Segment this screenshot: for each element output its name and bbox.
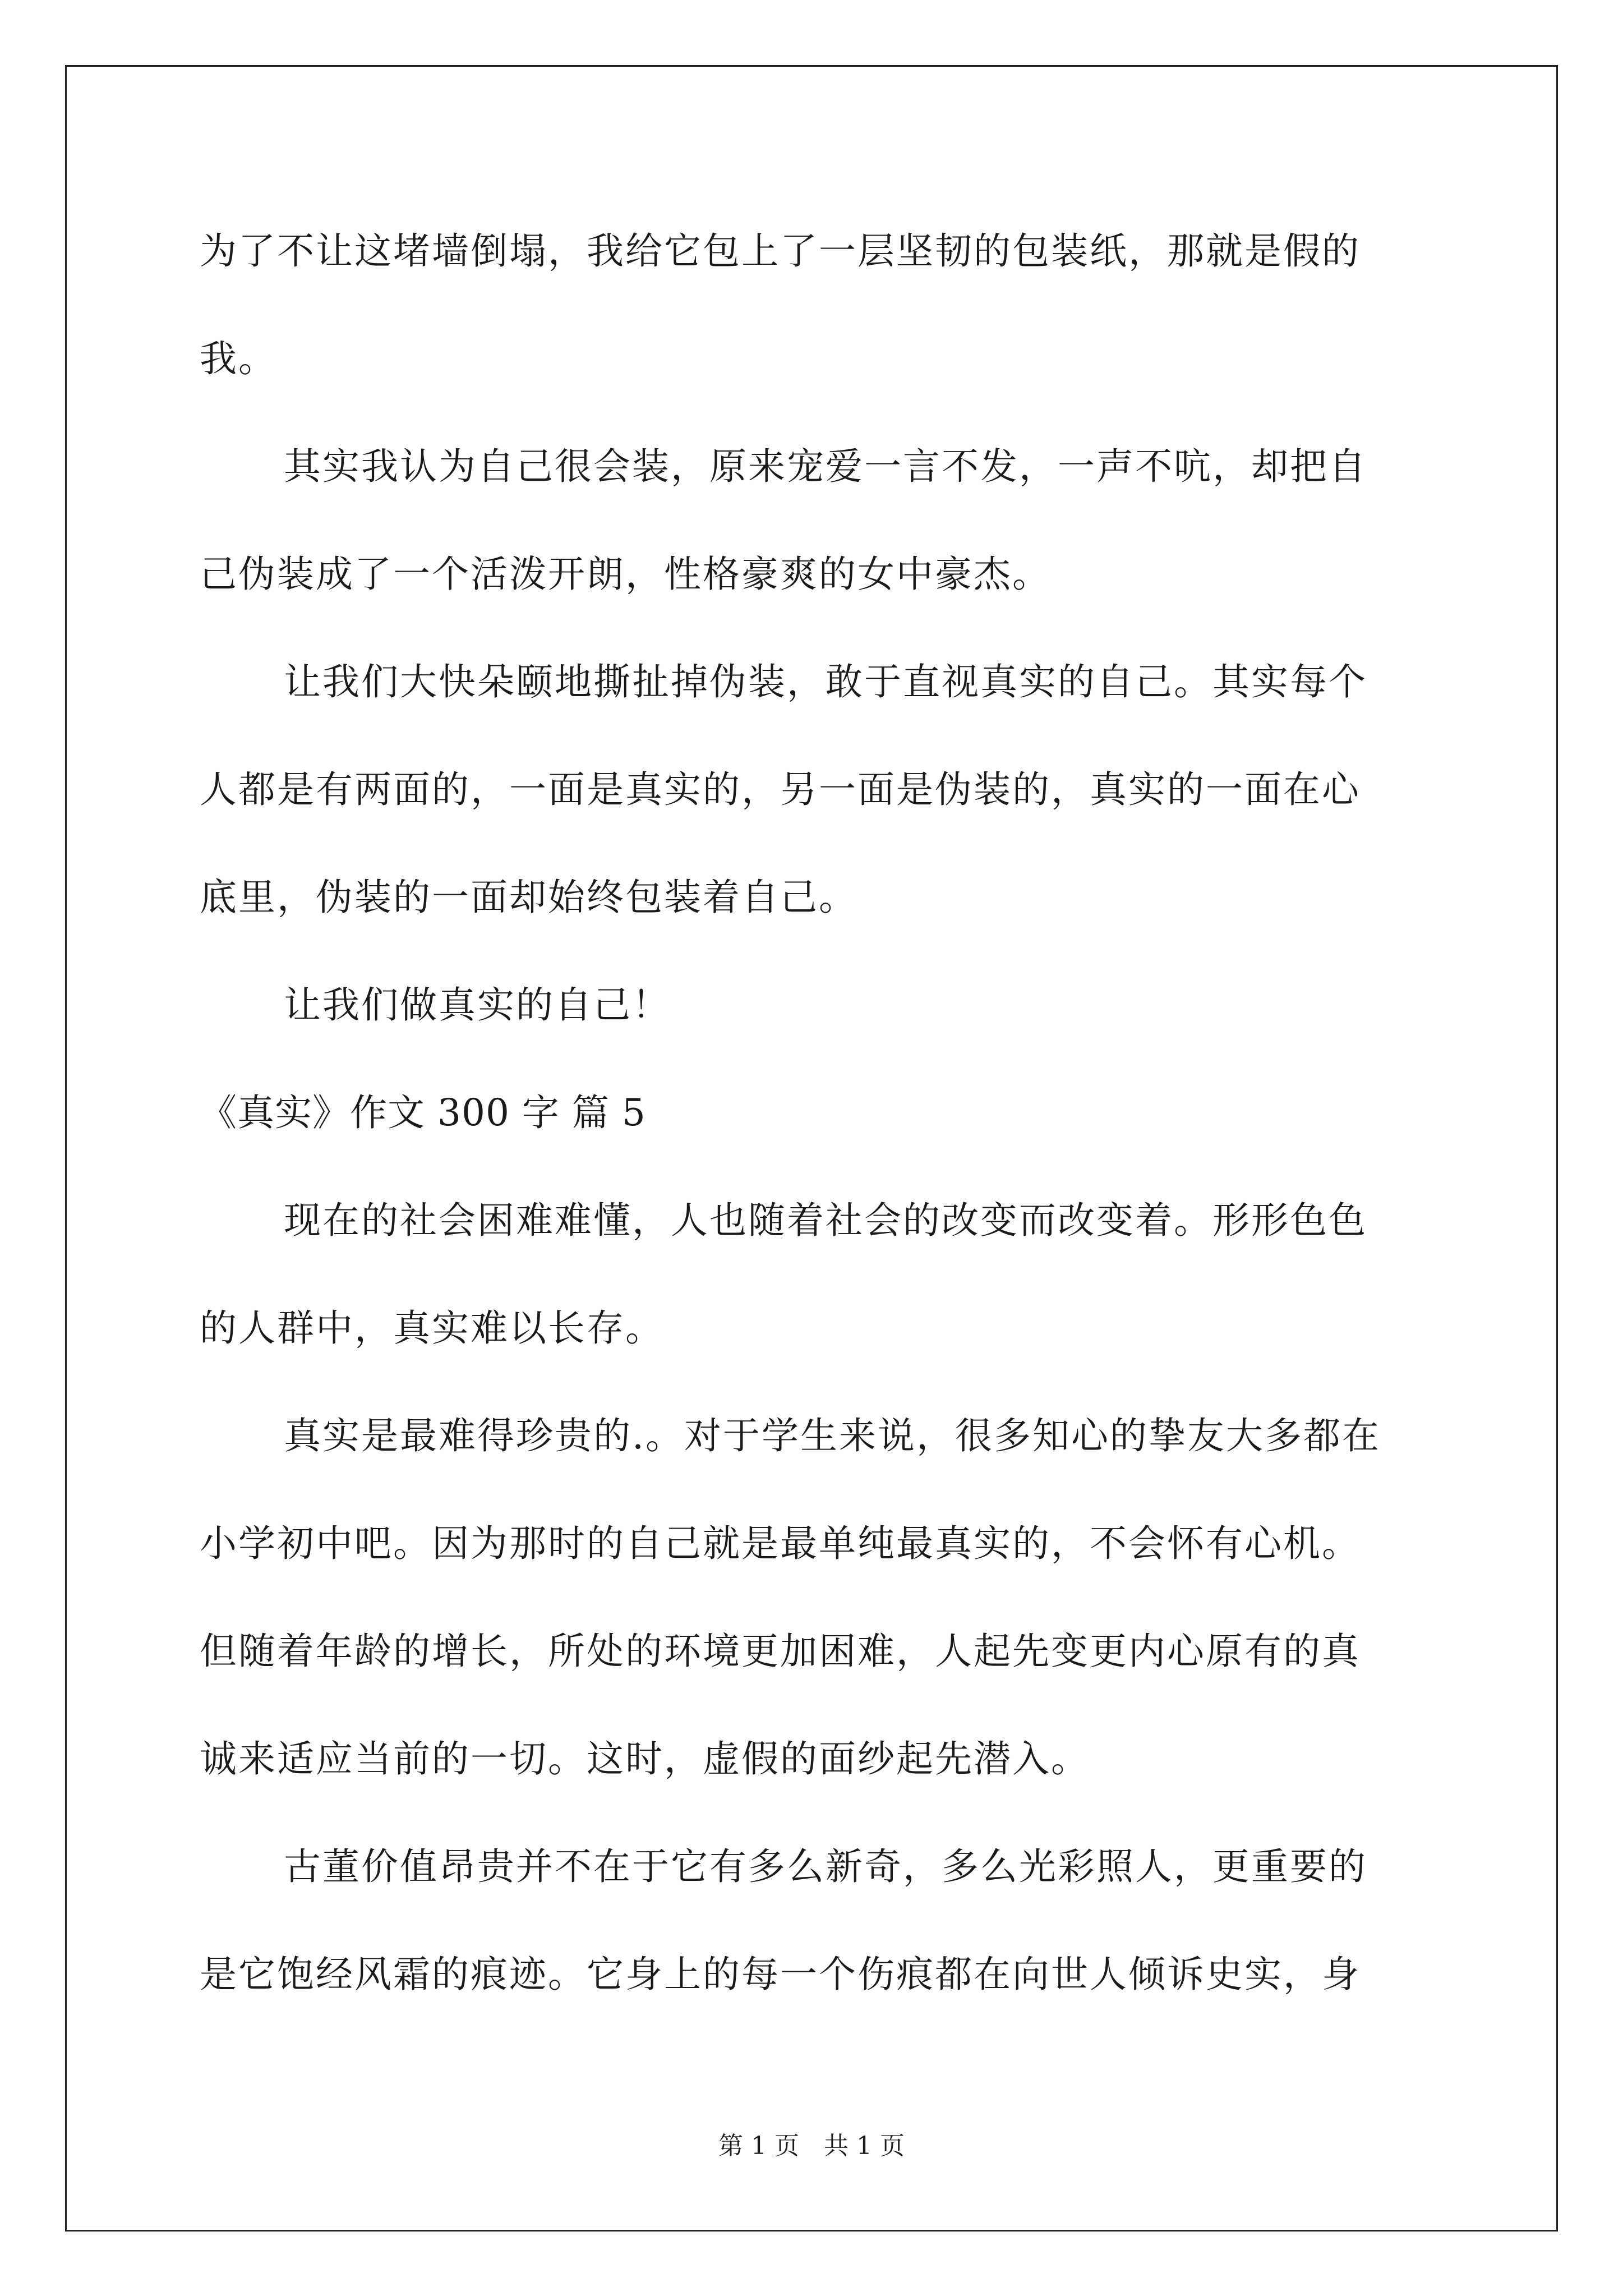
page-footer: 第 1 页 共 1 页 xyxy=(718,2132,905,2160)
paragraph-line: 的人群中，真实难以长存。 xyxy=(200,1306,664,1350)
paragraph-line: 人都是有两面的，一面是真实的，另一面是伪装的，真实的一面在心 xyxy=(200,768,1361,811)
paragraph-line: 底里，伪装的一面却始终包装着自己。 xyxy=(200,876,857,919)
paragraph-line: 古董价值昂贵并不在于它有多么新奇，多么光彩照人，更重要的 xyxy=(284,1845,1367,1888)
section-heading: 《真实》作文 300 字 篇 5 xyxy=(200,1091,646,1134)
paragraph-line: 小学初中吧。因为那时的自己就是最单纯最真实的，不会怀有心机。 xyxy=(200,1522,1361,1565)
paragraph-line: 真实是最难得珍贵的.。对于学生来说，很多知心的挚友大多都在 xyxy=(284,1414,1381,1457)
paragraph-line: 是它饱经风霜的痕迹。它身上的每一个伤痕都在向世人倾诉史实，身 xyxy=(200,1953,1361,1996)
paragraph-line: 己伪装成了一个活泼开朗，性格豪爽的女中豪杰。 xyxy=(200,553,1051,596)
paragraph-line: 让我们大快朵颐地撕扯掉伪装，敢于直视真实的自己。其实每个 xyxy=(284,660,1367,703)
paragraph-line: 其实我认为自己很会装，原来宠爱一言不发，一声不吭，却把自 xyxy=(284,445,1367,488)
paragraph-line: 为了不让这堵墙倒塌，我给它包上了一层坚韧的包装纸，那就是假的 xyxy=(200,229,1361,273)
paragraph-line: 但随着年龄的增长，所处的环境更加困难，人起先变更内心原有的真 xyxy=(200,1630,1361,1673)
paragraph-line: 现在的社会困难难懂，人也随着社会的改变而改变着。形形色色 xyxy=(284,1199,1367,1242)
page-border xyxy=(65,65,1558,2231)
paragraph-line: 让我们做真实的自己！ xyxy=(284,983,671,1027)
paragraph-line: 诚来适应当前的一切。这时，虚假的面纱起先潜入。 xyxy=(200,1737,1090,1780)
paragraph-line: 我。 xyxy=(200,337,277,380)
